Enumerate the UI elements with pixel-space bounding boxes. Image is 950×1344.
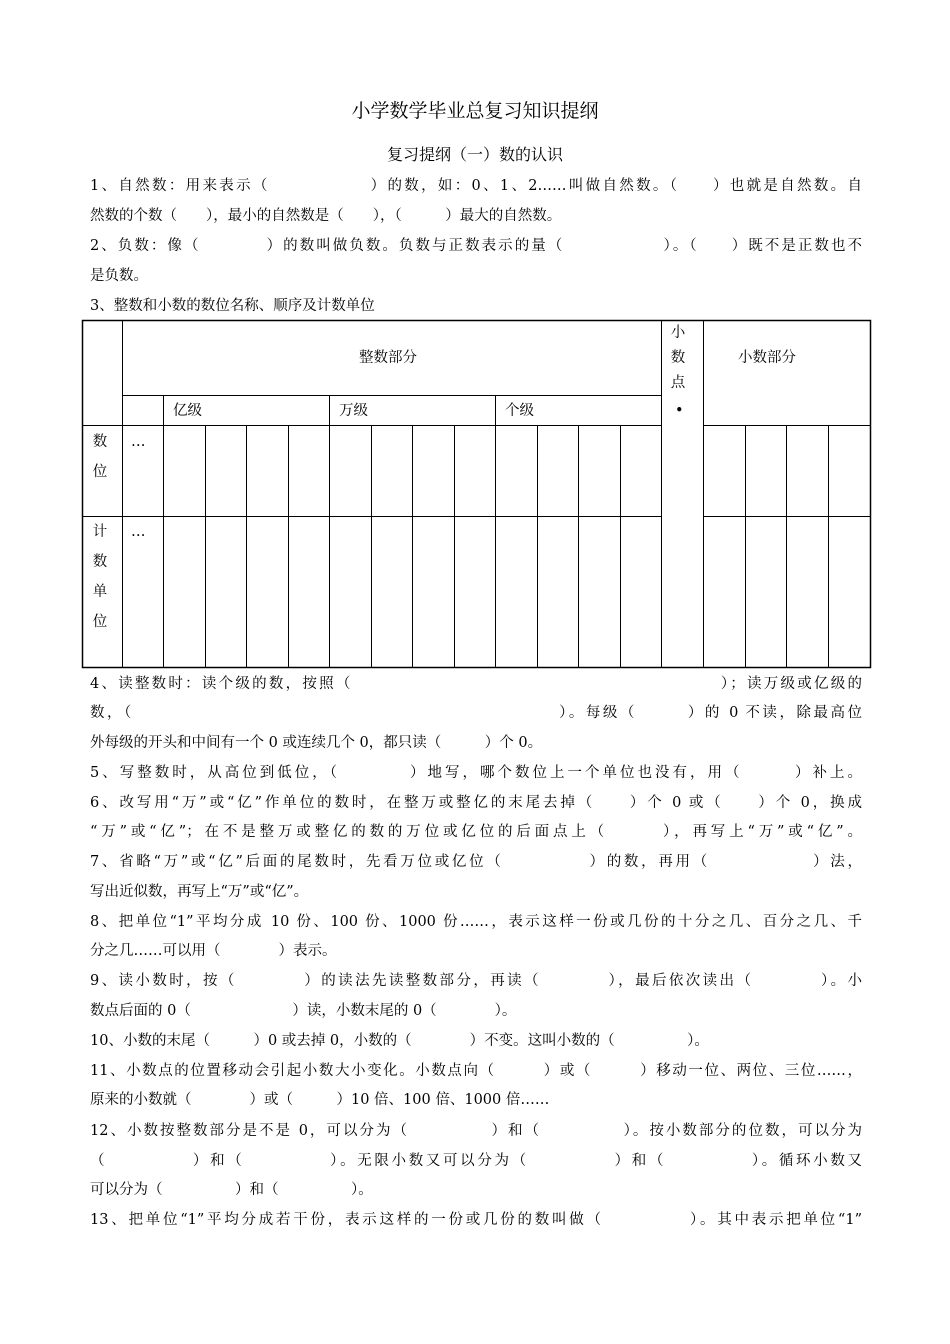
section-subtitle: 复习提纲（一）数的认识 [386, 145, 563, 164]
decimal-point-label-1: 小 [670, 325, 686, 341]
text-line: 13、把单位“1”平均分成若干份，表示这样的一份或几份的数叫做（ ）。其中表示把单位“1” [90, 1212, 862, 1228]
decimal-point-label-3: 点 [670, 375, 686, 391]
text-line: “万”或“亿”；在不是整万或整亿的数的万位或亿位的后面点上（ ），再写上“万”或“亿”。 [90, 824, 862, 840]
text-line: 11、小数点的位置移动会引起小数大小变化。小数点向（ ）或（ ）移动一位、两位、三位……， [90, 1063, 862, 1079]
row-label-unit-1: 计 [92, 524, 108, 540]
page-title: 小学数学毕业总复习知识提纲 [351, 100, 599, 122]
decimal-part-header: 小数部分 [738, 350, 796, 366]
text-line: 7、省略“万”或“亿”后面的尾数时，先看万位或亿位（ ）的数，再用（ ）法， [90, 854, 862, 870]
text-line: 可以分为（ ）和（ ）。 [90, 1182, 373, 1198]
row-label-unit-2: 数 [92, 554, 108, 570]
text-line: 3、整数和小数的数位名称、顺序及计数单位 [90, 298, 375, 314]
text-line: 5、写整数时，从高位到低位，（ ）地写，哪个数位上一个单位也没有，用（ ）补上。 [90, 765, 862, 781]
text-line: 10、小数的末尾（ ）0 或去掉 0，小数的（ ）不变。这叫小数的（ ）。 [90, 1033, 709, 1049]
text-line: 8、把单位“1”平均分成 10 份、100 份、1000 份……，表示这样一份或几份的十分之几、百分之几、千 [90, 914, 862, 930]
text-line: 写出近似数，再写上“万”或“亿”。 [90, 884, 309, 900]
ellipsis-place: … [131, 434, 146, 450]
row-label-place-2: 位 [92, 464, 108, 480]
row-label-unit-4: 位 [92, 614, 108, 630]
decimal-point-label-2: 数 [670, 350, 686, 366]
integer-part-header: 整数部分 [359, 350, 417, 366]
text-line: 外每级的开头和中间有一个 0 或连续几个 0，都只读（ ）个 0。 [90, 735, 543, 751]
level-wan: 万级 [339, 403, 368, 419]
text-line: 4、读整数时：读个级的数，按照（ ）；读万级或亿级的 [90, 676, 862, 692]
decimal-dot: • [675, 403, 684, 419]
text-line: 然数的个数（ ），最小的自然数是（ ），（ ）最大的自然数。 [90, 208, 562, 224]
text-line: 9、读小数时，按（ ）的读法先读整数部分，再读（ ），最后依次读出（ ）。小 [90, 973, 862, 989]
text-line: 数点后面的 0（ ）读，小数末尾的 0（ ）。 [90, 1003, 517, 1019]
row-label-unit-3: 单 [92, 584, 108, 600]
text-line: 原来的小数就（ ）或（ ）10 倍、100 倍、1000 倍…… [90, 1092, 550, 1108]
level-yi: 亿级 [173, 403, 202, 419]
text-line: 6、改写用“万”或“亿”作单位的数时，在整万或整亿的末尾去掉（ ）个 0 或（ ）个 0，换成 [90, 795, 862, 811]
text-line: 2、负数：像（ ）的数叫做负数。负数与正数表示的量（ ）。（ ）既不是正数也不 [90, 238, 862, 254]
row-label-place-1: 数 [92, 434, 108, 450]
text-line: 是负数。 [90, 268, 148, 284]
text-line: 1、自然数：用来表示（ ）的数，如：0、1、2……叫做自然数。（ ）也就是自然数。自 [90, 178, 862, 194]
ellipsis-unit: … [131, 524, 146, 540]
text-line: 12、小数按整数部分是不是 0，可以分为（ ）和（ ）。按小数部分的位数，可以分为 [90, 1123, 862, 1139]
text-line: （ ）和（ ）。无限小数又可以分为（ ）和（ ）。循环小数又 [90, 1153, 862, 1169]
text-line: 数，（ ）。每级（ ）的 0 不读，除最高位 [90, 705, 862, 721]
level-ge: 个级 [505, 403, 534, 419]
text-line: 分之几……可以用（ ）表示。 [90, 943, 337, 959]
